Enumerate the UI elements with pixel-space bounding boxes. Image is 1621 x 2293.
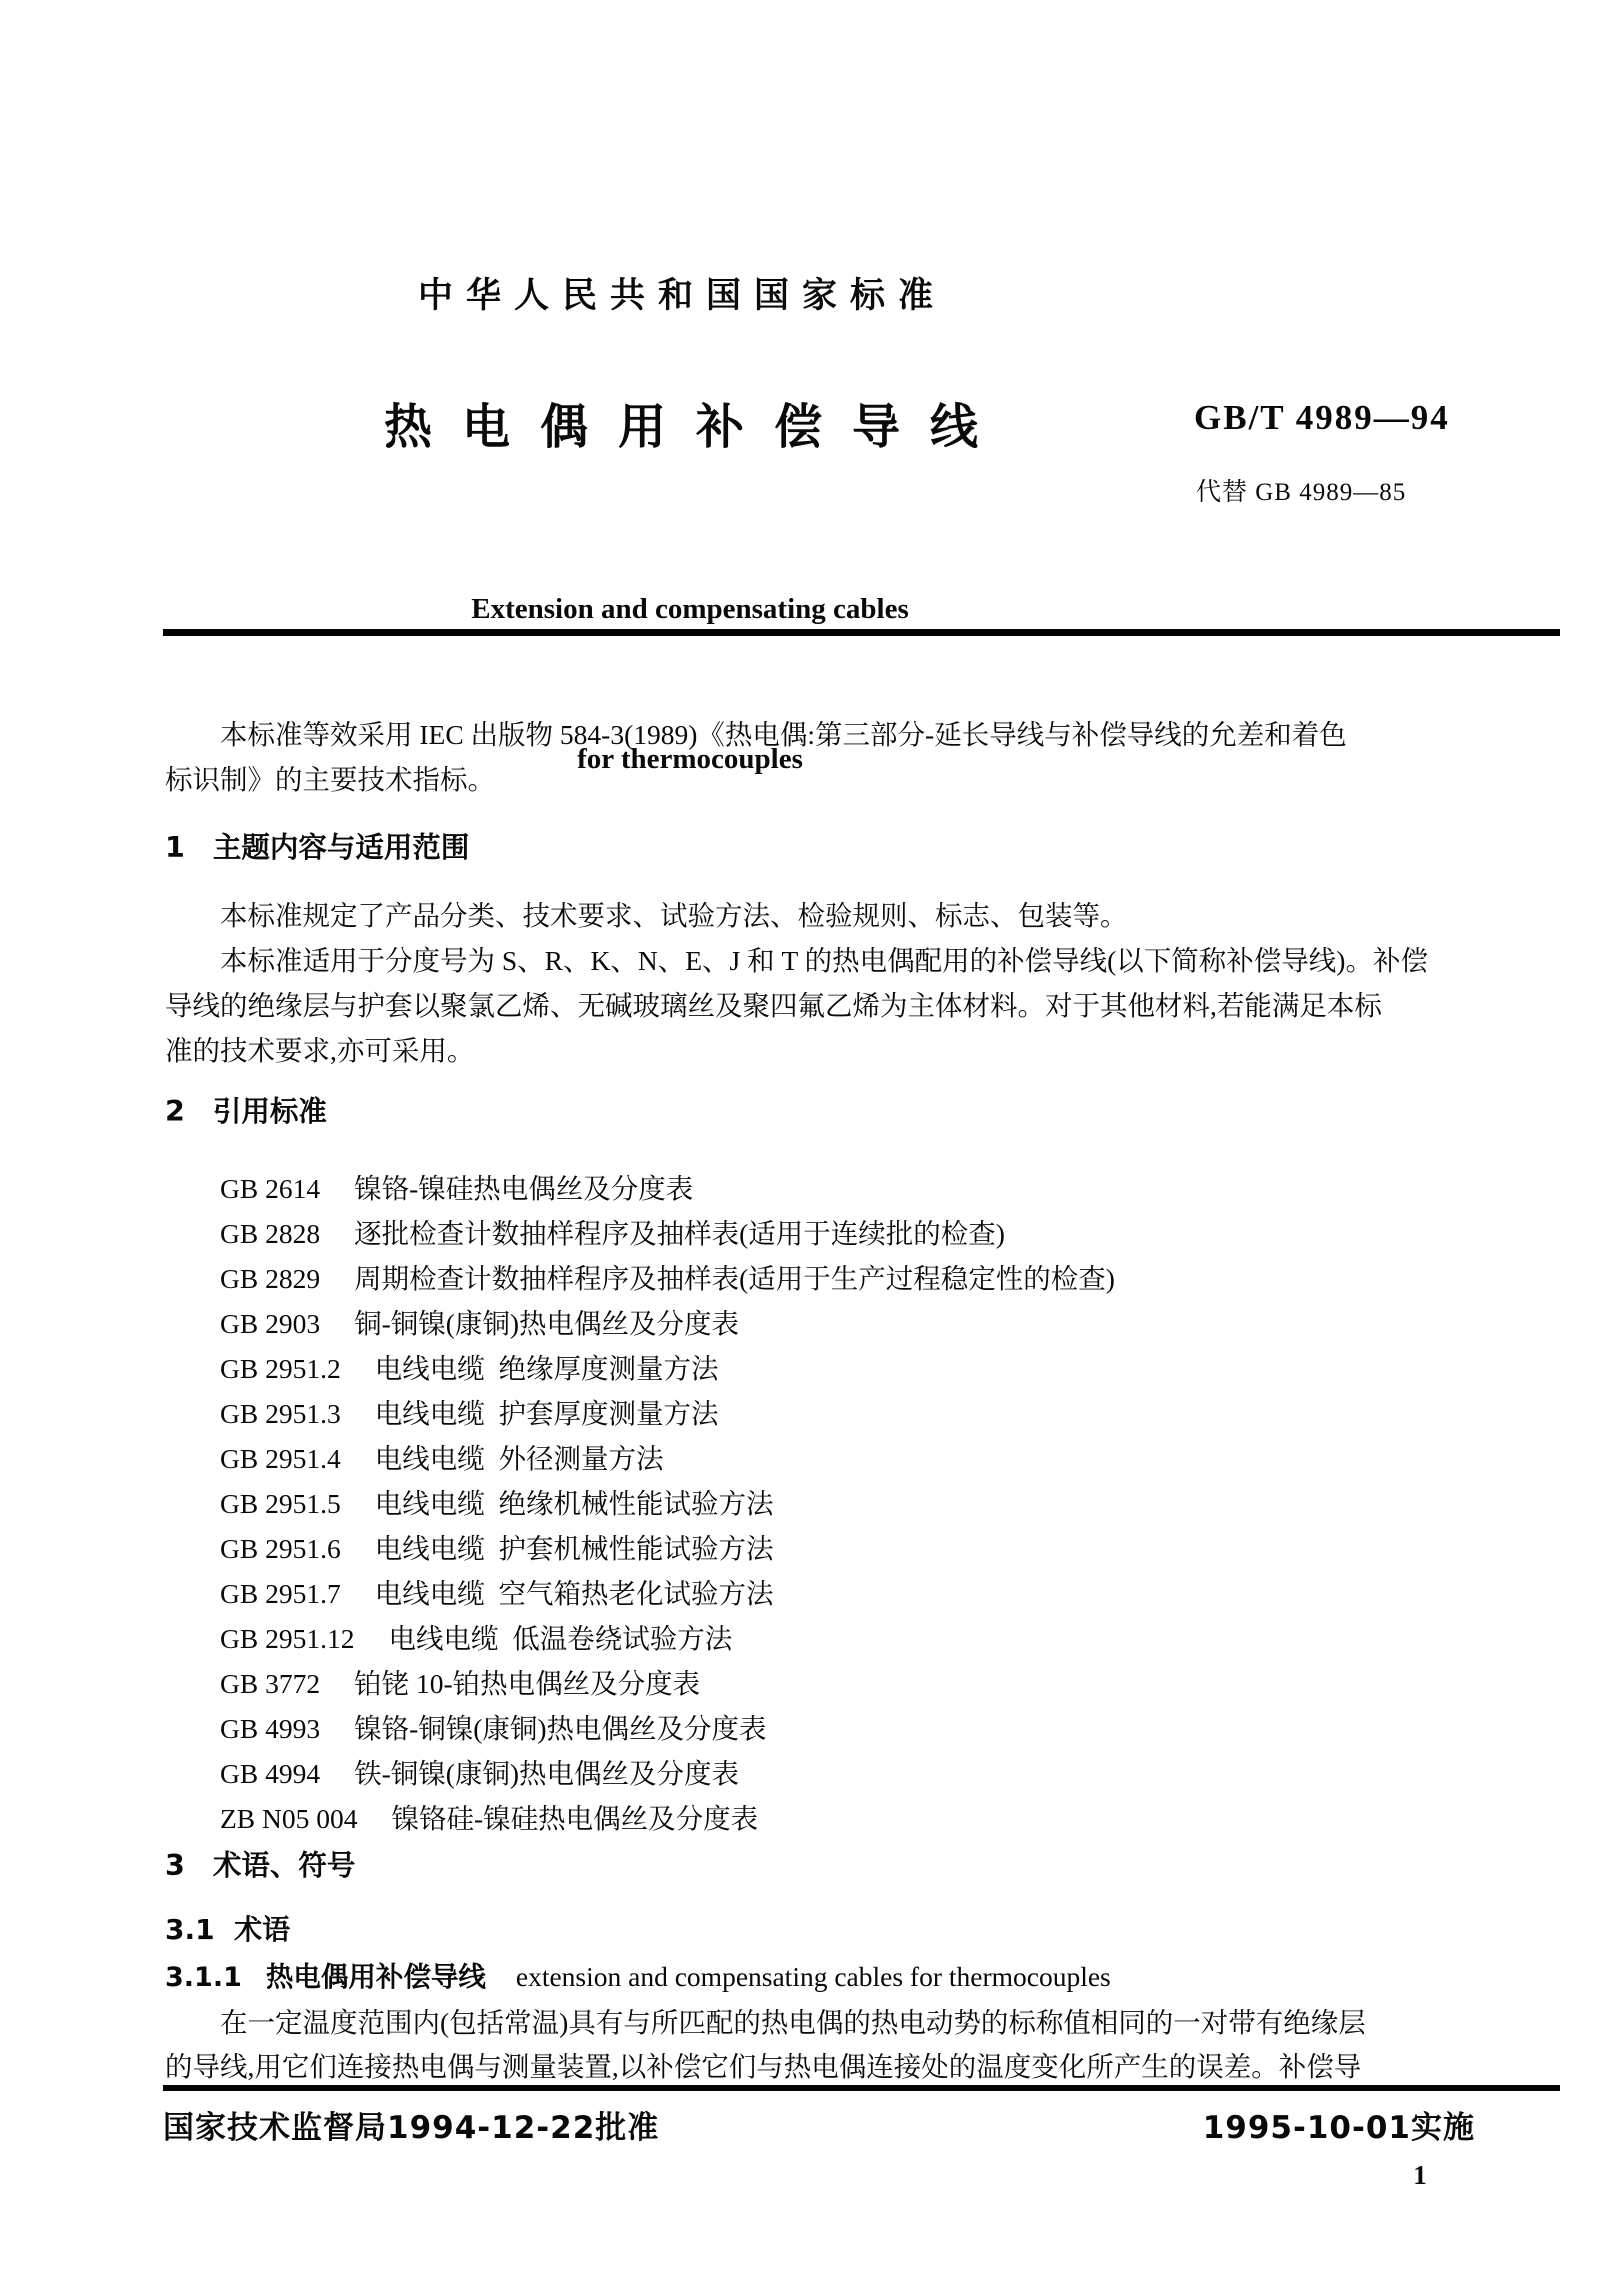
- reference-item: [220, 1301, 1560, 1341]
- reference-title: 铁-铜镍(康铜)热电偶丝及分度表: [354, 1758, 740, 1789]
- intro-line-2: 标识制》的主要技术指标。: [165, 764, 495, 795]
- reference-item: [220, 1481, 1560, 1521]
- definition-line-1: 在一定温度范围内(包括常温)具有与所匹配的热电偶的热电动势的标称值相同的一对带有绝缘层: [220, 2007, 1366, 2038]
- reference-title: 镍铬-铜镍(康铜)热电偶丝及分度表: [354, 1713, 767, 1744]
- reference-item: [220, 1616, 1560, 1656]
- approval-note: 国家技术监督局1994-12-22批准: [163, 2110, 660, 2146]
- reference-title: 周期检查计数抽样程序及抽样表(适用于生产过程稳定性的检查): [354, 1263, 1115, 1294]
- intro-line-1: 本标准等效采用 IEC 出版物 584-3(1989)《热电偶:第三部分-延长导线与补偿导线的允差和着色: [220, 719, 1347, 750]
- page-number: 1: [1413, 2160, 1427, 2190]
- reference-code: GB 2951.7: [220, 1578, 341, 1609]
- reference-item: [220, 1391, 1560, 1431]
- section-1-title: 主题内容与适用范围: [212, 831, 470, 864]
- section-1-line-2: 本标准适用于分度号为 S、R、K、N、E、J 和 T 的热电偶配用的补偿导线(以下简称补偿导线)。补偿: [220, 945, 1428, 976]
- replaces-note: 代替 GB 4989—85: [1196, 479, 1407, 506]
- section-1-line-1: 本标准规定了产品分类、技术要求、试验方法、检验规则、标志、包装等。: [220, 900, 1128, 931]
- reference-code: GB 2951.4: [220, 1443, 341, 1474]
- reference-title: 电线电缆 低温卷绕试验方法: [388, 1623, 733, 1654]
- definition-line-2: 的导线,用它们连接热电偶与测量装置,以补偿它们与热电偶连接处的温度变化所产生的误差。补偿导: [165, 2051, 1362, 2082]
- section-3-1-1-heading: [165, 1960, 1565, 1995]
- reference-item: [220, 1796, 1560, 1836]
- reference-item: [220, 1706, 1560, 1746]
- section-1-line-3: 导线的绝缘层与护套以聚氯乙烯、无碱玻璃丝及聚四氟乙烯为主体材料。对于其他材料,若能满足本标: [165, 990, 1382, 1021]
- reference-item: [220, 1661, 1560, 1701]
- reference-title: 铂铑 10-铂热电偶丝及分度表: [354, 1668, 701, 1699]
- standard-number: GB/T 4989—94: [1194, 398, 1450, 437]
- reference-code: GB 2614: [220, 1173, 321, 1204]
- reference-title: 镍铬-镍硅热电偶丝及分度表: [354, 1173, 694, 1204]
- reference-item: [220, 1166, 1560, 1206]
- term-cn: 热电偶用补偿导线: [265, 1961, 486, 1993]
- reference-title: 铜-铜镍(康铜)热电偶丝及分度表: [354, 1308, 740, 1339]
- reference-item: [220, 1751, 1560, 1791]
- section-3-number: 3: [165, 1849, 185, 1882]
- reference-code: GB 2951.6: [220, 1533, 341, 1564]
- reference-code: GB 4993: [220, 1713, 321, 1744]
- section-3-1-1-number: 3.1.1: [165, 1962, 242, 1993]
- reference-code: GB 2828: [220, 1218, 321, 1249]
- reference-title: 电线电缆 外径测量方法: [374, 1443, 664, 1474]
- reference-item: [220, 1571, 1560, 1611]
- reference-code: GB 2951.3: [220, 1398, 341, 1429]
- reference-item: [220, 1526, 1560, 1566]
- reference-title: 电线电缆 护套机械性能试验方法: [374, 1533, 774, 1564]
- footer-divider-rule: [163, 2085, 1560, 2091]
- section-3-heading: [165, 1849, 1565, 1883]
- reference-code: GB 2903: [220, 1308, 321, 1339]
- document-title-en-line1: Extension and compensating cables: [471, 593, 909, 625]
- reference-code: GB 2951.5: [220, 1488, 341, 1519]
- reference-item: [220, 1436, 1560, 1476]
- section-3-title: 术语、符号: [212, 1849, 356, 1882]
- section-2-title: 引用标准: [212, 1095, 327, 1128]
- document-title-cn: 热电偶用补偿导线: [384, 399, 1009, 455]
- header-divider-rule: [163, 629, 1560, 636]
- term-en: extension and compensating cables for thermocouples: [515, 1961, 1111, 1992]
- reference-code: GB 2951.2: [220, 1353, 341, 1384]
- reference-title: 电线电缆 空气箱热老化试验方法: [374, 1578, 774, 1609]
- reference-title: 电线电缆 护套厚度测量方法: [374, 1398, 719, 1429]
- reference-item: [220, 1211, 1560, 1251]
- reference-code: GB 2951.12: [220, 1623, 355, 1654]
- section-3-1-heading: 3.1 术语: [165, 1913, 291, 1946]
- section-1-heading: [165, 831, 1565, 865]
- section-1-line-4: 准的技术要求,亦可采用。: [165, 1035, 475, 1066]
- standard-label: 中华人民共和国国家标准: [418, 276, 947, 316]
- document-title-en-line2: for thermocouples: [577, 743, 803, 775]
- document-title-en: [380, 484, 1000, 884]
- section-2-heading: [165, 1095, 1565, 1129]
- reference-code: GB 2829: [220, 1263, 321, 1294]
- reference-code: ZB N05 004: [220, 1803, 358, 1834]
- reference-title: 电线电缆 绝缘机械性能试验方法: [374, 1488, 774, 1519]
- reference-item: [220, 1256, 1560, 1296]
- section-1-number: 1: [165, 831, 185, 864]
- reference-title: 逐批检查计数抽样程序及抽样表(适用于连续批的检查): [354, 1218, 1005, 1249]
- reference-title: 镍铬硅-镍硅热电偶丝及分度表: [391, 1803, 759, 1834]
- reference-title: 电线电缆 绝缘厚度测量方法: [374, 1353, 719, 1384]
- reference-item: [220, 1346, 1560, 1386]
- reference-code: GB 3772: [220, 1668, 321, 1699]
- section-2-number: 2: [165, 1095, 185, 1128]
- implementation-note: 1995-10-01实施: [1202, 2110, 1475, 2146]
- reference-code: GB 4994: [220, 1758, 321, 1789]
